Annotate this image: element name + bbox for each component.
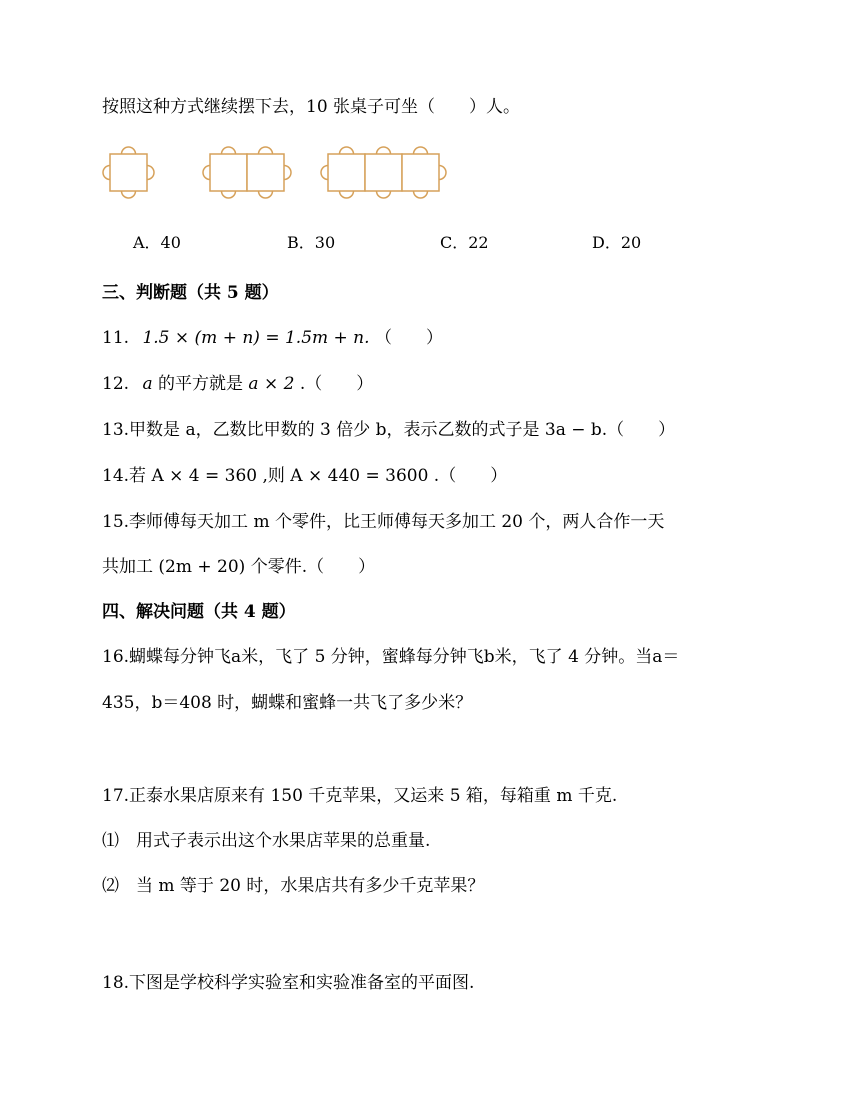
q18-text: 18.下图是学校科学实验室和实验准备室的平面图. xyxy=(102,973,475,993)
q17-sub2: ⑵ 当 m 等于 20 时，水果店共有多少千克苹果？ xyxy=(102,876,485,896)
q12-blank: .（ ） xyxy=(299,374,374,394)
table xyxy=(247,154,284,191)
table xyxy=(402,154,439,191)
q17-text: 17.正泰水果店原来有 150 千克苹果，又运来 5 箱，每箱重 m 千克. xyxy=(102,786,618,806)
chair-bottom xyxy=(414,191,428,198)
q16-line1: 16.蝴蝶每分钟飞a米，飞了 5 分钟，蜜蜂每分钟飞b米，飞了 4 分钟。当a＝ xyxy=(102,647,680,667)
q12 xyxy=(102,369,373,394)
table-group-3 xyxy=(321,147,446,198)
q12-mid: 的平方就是 xyxy=(152,374,249,394)
chair-right xyxy=(284,166,291,180)
chair-bottom xyxy=(340,191,354,198)
q12-expr: a × 2 xyxy=(248,374,295,394)
q11-num: 11. xyxy=(102,328,130,348)
option-d[interactable]: D．20 xyxy=(592,233,642,252)
q12-num: 12. xyxy=(102,374,130,394)
chair-right xyxy=(147,166,154,180)
table xyxy=(210,154,247,191)
q15-line2: 共加工 (2m + 20) 个零件.（ ） xyxy=(102,557,376,577)
q10-text: 按照这种方式继续摆下去，10 张桌子可坐（ ）人。 xyxy=(102,97,521,117)
section4-title: 四、解决问题（共 4 题） xyxy=(102,602,296,622)
chair-top xyxy=(340,147,354,154)
table-group-2 xyxy=(203,147,291,198)
q13: 13.甲数是 a，乙数比甲数的 3 倍少 b，表示乙数的式子是 3a − b.（ ） xyxy=(102,420,676,440)
q14: 14.若 A × 4 = 360 ,则 A × 440 = 3600 .（ ） xyxy=(102,466,508,486)
chair-left xyxy=(203,166,210,180)
chair-top xyxy=(259,147,273,154)
table xyxy=(110,154,147,191)
option-a[interactable]: A．40 xyxy=(133,233,181,252)
q12-var: a xyxy=(142,374,153,394)
chair-bottom xyxy=(222,191,236,198)
table xyxy=(365,154,402,191)
chair-top xyxy=(122,147,136,154)
q17-sub1: ⑴ 用式子表示出这个水果店苹果的总重量. xyxy=(102,831,431,851)
chair-bottom xyxy=(259,191,273,198)
chair-top xyxy=(414,147,428,154)
chair-left xyxy=(321,166,328,180)
q11-expr: 1.5 × (m + n) = 1.5m + n. xyxy=(142,328,370,348)
section3-title: 三、判断题（共 5 题） xyxy=(102,283,279,303)
chair-top xyxy=(377,147,391,154)
option-c[interactable]: C．22 xyxy=(440,233,489,252)
option-b[interactable]: B．30 xyxy=(287,233,336,252)
q11-blank: （ ） xyxy=(374,328,443,348)
table-arrangement-figure xyxy=(100,138,480,210)
chair-bottom xyxy=(122,191,136,198)
chair-top xyxy=(222,147,236,154)
q15-line1: 15.李师傅每天加工 m 个零件，比王师傅每天多加工 20 个，两人合作一天 xyxy=(102,512,665,532)
chair-bottom xyxy=(377,191,391,198)
table-group-1 xyxy=(103,147,154,198)
chair-right xyxy=(439,166,446,180)
q16-line2: 435，b＝408 时，蝴蝶和蜜蜂一共飞了多少米？ xyxy=(102,693,473,713)
q11 xyxy=(102,323,443,348)
chair-left xyxy=(103,166,110,180)
table xyxy=(328,154,365,191)
